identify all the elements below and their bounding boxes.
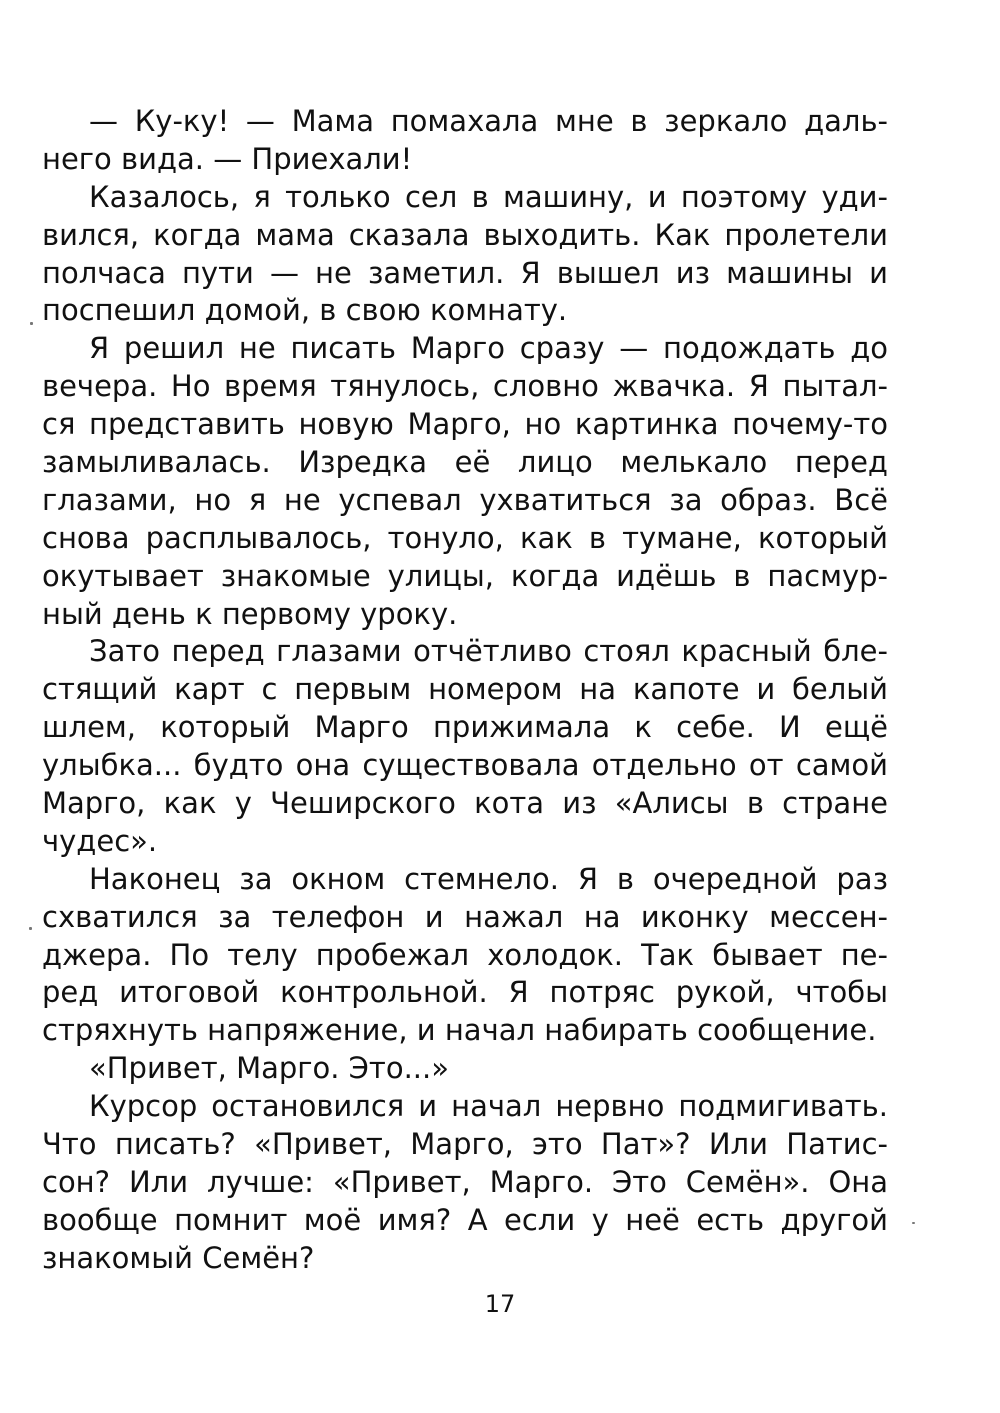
- paragraph: [42, 1050, 888, 1088]
- text-line: Марго, как у Чеширского кота из «Алисы в стране: [42, 786, 888, 821]
- text-line: снова расплывалось, тонуло, как в тумане, который: [42, 520, 888, 555]
- text-line: замыливалась. Изредка её лицо мелькало перед: [42, 445, 888, 480]
- text-line: вечера. Но время тянулось, словно жвачка. Я пытал-: [42, 369, 888, 404]
- text-line: него вида. — Приехали!: [42, 141, 413, 176]
- text-line: полчаса пути — не заметил. Я вышел из машины и: [42, 255, 888, 290]
- text-line: джера. По телу пробежал холодок. Так бывает пе-: [42, 937, 888, 972]
- text-line: вообще помнит моё имя? А если у неё есть другой: [42, 1202, 888, 1237]
- paragraph: [42, 1088, 888, 1277]
- text-line: окутывает знакомые улицы, когда идёшь в пасмур-: [42, 558, 888, 593]
- text-line: чудес».: [42, 823, 158, 858]
- text-line: Курсор остановился и начал нервно подмигивать.: [89, 1089, 888, 1124]
- text-line: улыбка... будто она существовала отдельно от самой: [42, 748, 888, 783]
- paragraph: [42, 861, 888, 1050]
- text-line: ся представить новую Марго, но картинка почему-то: [42, 407, 888, 442]
- text-line: ред итоговой контрольной. Я потряс рукой, чтобы: [42, 975, 888, 1010]
- text-line: Зато перед глазами отчётливо стоял красный бле-: [89, 634, 888, 669]
- text-line: Наконец за окном стемнело. Я в очередной раз: [89, 861, 888, 896]
- text-line: вился, когда мама сказала выходить. Как пролетели: [42, 217, 888, 252]
- text-line: ный день к первому уроку.: [42, 596, 458, 631]
- text-line: шлем, который Марго прижимала к себе. И ещё: [42, 710, 888, 745]
- text-line: Я решил не писать Марго сразу — подождать до: [89, 331, 888, 366]
- text-line: знакомый Семён?: [42, 1240, 315, 1275]
- text-line: Что писать? «Привет, Марго, это Пат»? Или Патис-: [42, 1127, 888, 1162]
- scan-speck: [912, 1222, 915, 1224]
- text-line: — Ку-ку! — Мама помахала мне в зеркало даль-: [89, 104, 888, 138]
- paragraph: [42, 103, 888, 179]
- body-text: [42, 103, 888, 1278]
- paragraph: [42, 330, 888, 633]
- scan-speck: [29, 927, 32, 930]
- page-number: 17: [484, 1290, 516, 1318]
- text-line: поспешил домой, в свою комнату.: [42, 293, 568, 328]
- text-line: «Привет, Марго. Это...»: [89, 1051, 449, 1086]
- paragraph: [42, 633, 888, 860]
- text-line: Казалось, я только сел в машину, и поэтому уди-: [89, 179, 888, 214]
- text-line: схватился за телефон и нажал на иконку мессен-: [42, 899, 888, 934]
- text-line: сон? Или лучше: «Привет, Марго. Это Семён». Она: [42, 1164, 888, 1199]
- text-line: стящий карт с первым номером на капоте и белый: [42, 672, 888, 707]
- paragraph: [42, 179, 888, 331]
- text-line: стряхнуть напряжение, и начал набирать сообщение.: [42, 1013, 877, 1048]
- scan-speck: [30, 322, 33, 325]
- text-line: глазами, но я не успевал ухватиться за образ. Всё: [42, 482, 888, 517]
